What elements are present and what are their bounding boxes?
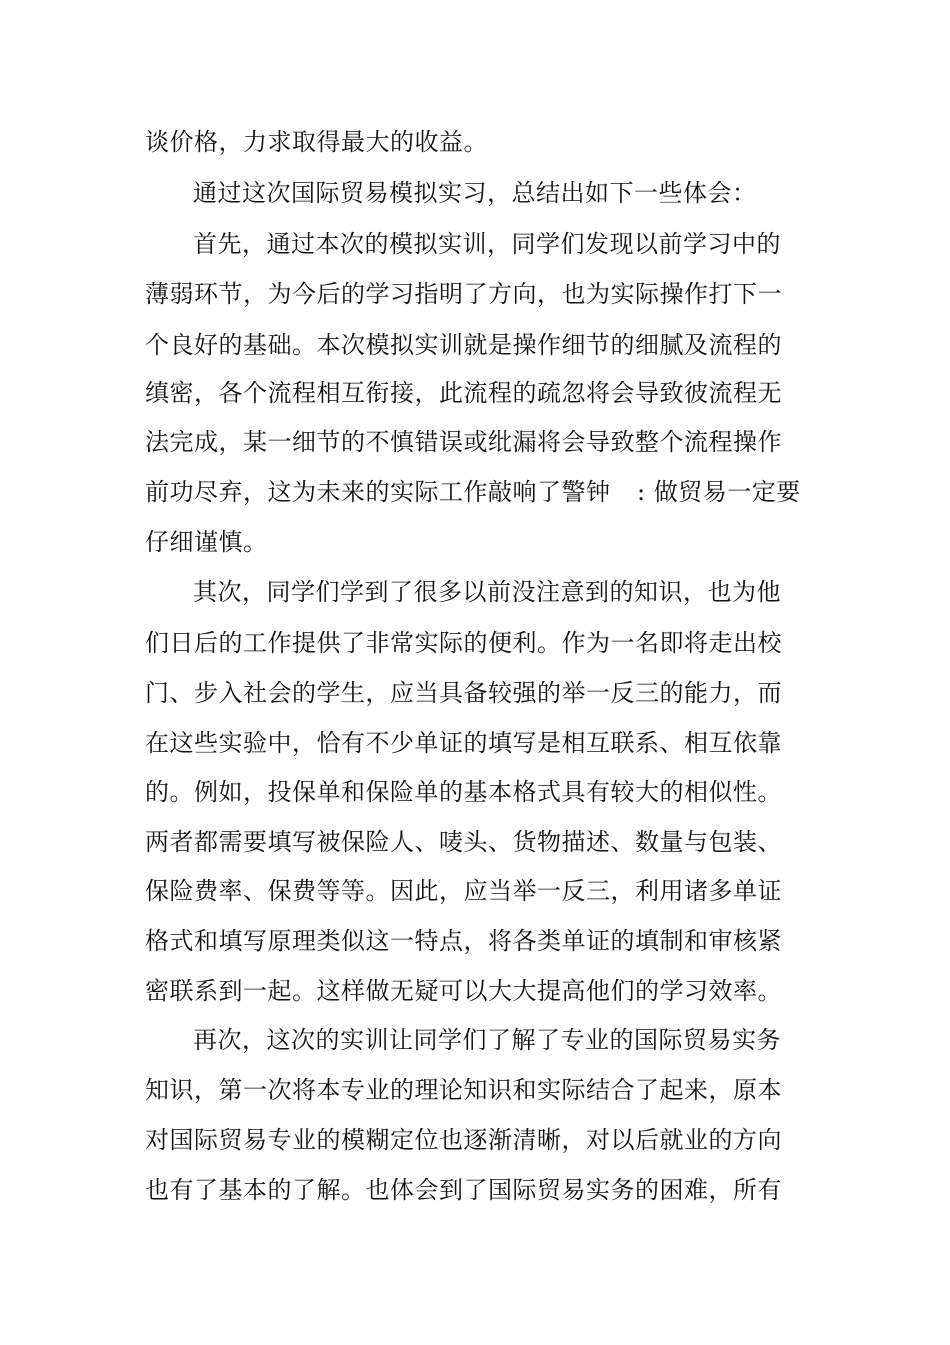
text-line: 个良好的基础。本次模拟实训就是操作细节的细腻及流程的	[145, 331, 782, 359]
paragraph-first-line: 通过这次国际贸易模拟实习，总结出如下一些体会：	[193, 179, 757, 207]
paragraph-first-line: 其次，同学们学到了很多以前没注意到的知识，也为他	[193, 578, 781, 606]
text-line: 格式和填写原理类似这一特点，将各类单证的填制和审核紧	[145, 927, 782, 955]
text-line: 门、步入社会的学生，应当具备较强的举一反三的能力，而	[145, 679, 782, 707]
text-line: 保险费率、保费等等。因此，应当举一反三，利用诸多单证	[145, 877, 782, 905]
text-line: 们日后的工作提供了非常实际的便利。作为一名即将走出校	[145, 629, 782, 657]
text-line: 知识，第一次将本专业的理论知识和实际结合了起来，原本	[145, 1076, 782, 1104]
text-line: 仔细谨慎。	[145, 528, 268, 556]
text-line: 也有了基本的了解。也体会到了国际贸易实务的困难，所有	[145, 1176, 782, 1204]
text-line: 前功尽弃，这为未来的实际工作敲响了警钟	[145, 478, 611, 506]
paragraph-first-line: 再次，这次的实训让同学们了解了专业的国际贸易实务	[193, 1026, 781, 1054]
text-line: 对国际贸易专业的模糊定位也逐渐清晰，对以后就业的方向	[145, 1126, 782, 1154]
text-line-tail: : 做贸易一定要	[637, 478, 801, 506]
text-line: 两者都需要填写被保险人、唛头、货物描述、数量与包装、	[145, 828, 782, 856]
text-line: 密联系到一起。这样做无疑可以大大提高他们的学习效率。	[145, 977, 782, 1005]
paragraph-first-line: 首先，通过本次的模拟实训，同学们发现以前学习中的	[193, 230, 781, 258]
text-line: 薄弱环节，为今后的学习指明了方向，也为实际操作打下一	[145, 280, 782, 308]
text-line: 缜密，各个流程相互衔接，此流程的疏忽将会导致彼流程无	[145, 379, 782, 407]
text-line: 谈价格，力求取得最大的收益。	[145, 128, 488, 156]
text-line: 的。例如，投保单和保险单的基本格式具有较大的相似性。	[145, 778, 782, 806]
text-line: 法完成，某一细节的不慎错误或纰漏将会导致整个流程操作	[145, 428, 782, 456]
text-line: 在这些实验中，恰有不少单证的填写是相互联系、相互依靠	[145, 729, 782, 757]
